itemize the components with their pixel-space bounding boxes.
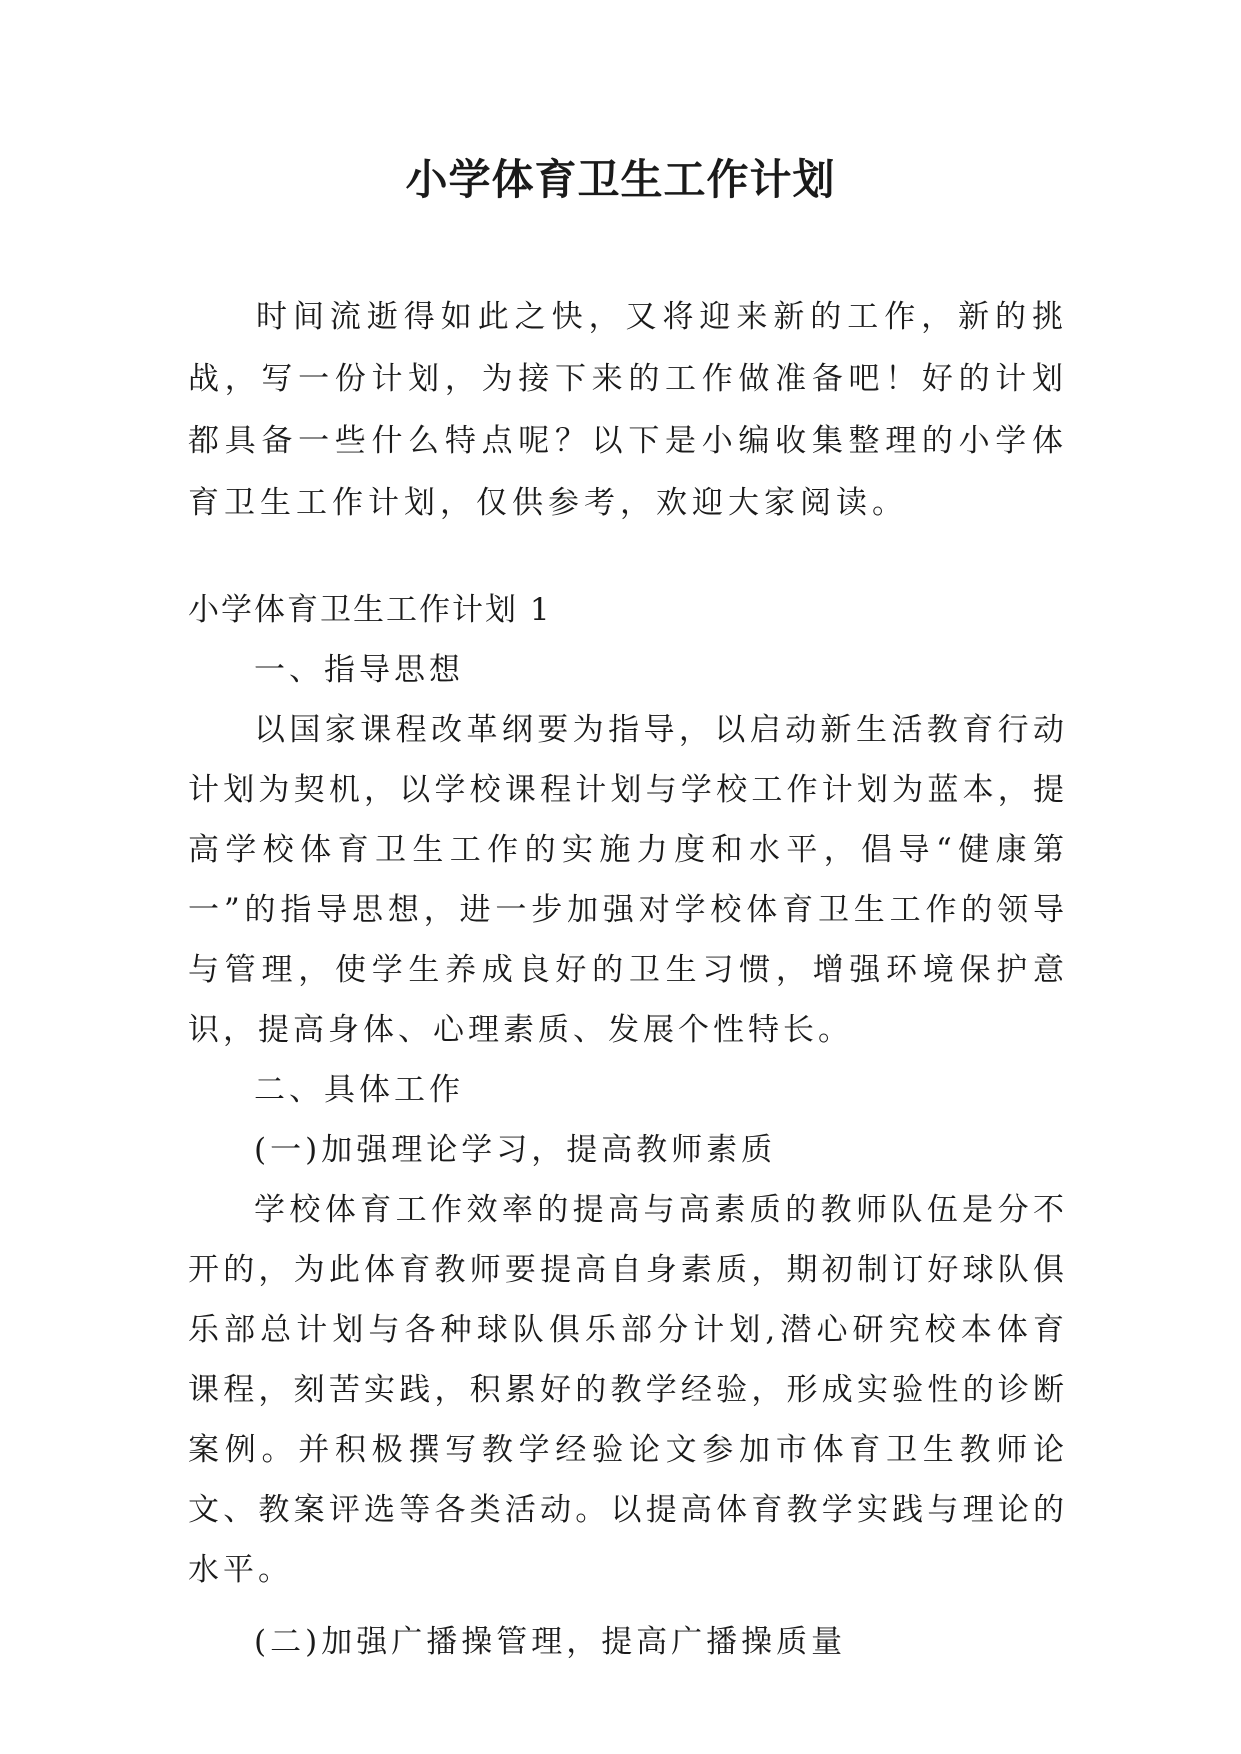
heading-specific-work: 二、具体工作	[254, 1072, 464, 1108]
section-title: 小学体育卫生工作计划 1	[188, 592, 552, 628]
paragraph-theory-study: 学校体育工作效率的提高与高素质的教师队伍是分不开的，为此体育教师要提高自身素质，期初制订好球队俱乐部总计划与各种球队俱乐部分计划,潜心研究校本体育课程，刻苦实践，积累好的教学经验，形成实验性的诊断案例。并积极撰写教学经验论文参加市体育卫生教师论文、教案评选等各类活动。以提高体育教学实践与理论的水平。	[188, 1192, 1068, 1588]
section-body	[188, 580, 1068, 1672]
subheading-theory-study: (一)加强理论学习，提高教师素质	[254, 1132, 777, 1168]
subheading-broadcast-exercise: (二)加强广播操管理，提高广播操质量	[254, 1624, 847, 1660]
intro-paragraph: 时间流逝得如此之快，又将迎来新的工作，新的挑战，写一份计划，为接下来的工作做准备吧！好的计划都具备一些什么特点呢？以下是小编收集整理的小学体育卫生工作计划，仅供参考，欢迎大家阅读。	[188, 299, 1068, 521]
heading-guiding-thought: 一、指导思想	[254, 652, 464, 688]
document-title: 小学体育卫生工作计划	[405, 155, 836, 204]
paragraph-guiding-thought: 以国家课程改革纲要为指导，以启动新生活教育行动计划为契机，以学校课程计划与学校工作计划为蓝本，提高学校体育卫生工作的实施力度和水平，倡导“健康第一”的指导思想，进一步加强对学校体育卫生工作的领导与管理，使学生养成良好的卫生习惯，增强环境保护意识，提高身体、心理素质、发展个性特长。	[188, 712, 1068, 1048]
